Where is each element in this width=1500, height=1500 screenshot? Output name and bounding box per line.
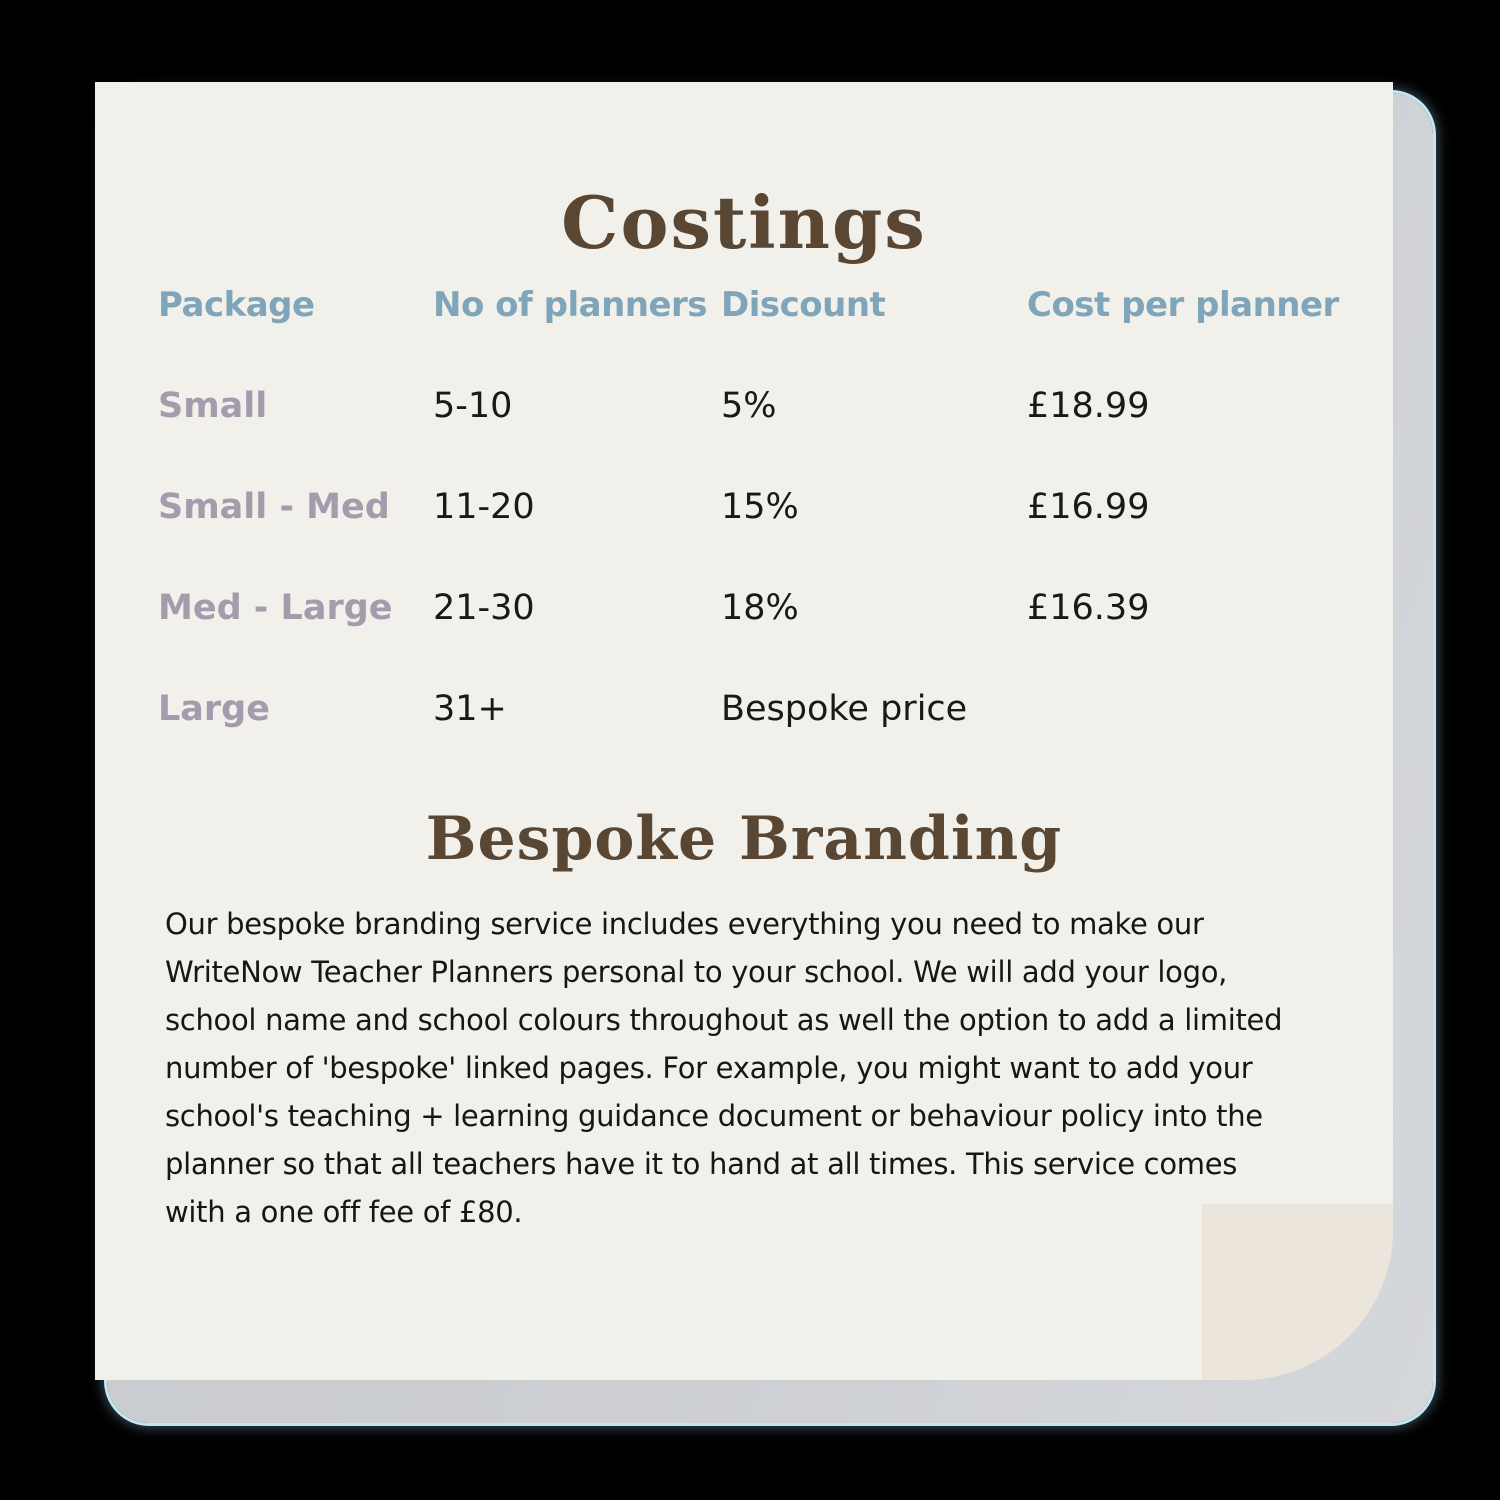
costings-title: Costings: [561, 180, 927, 265]
cell-cost: £18.99: [1027, 386, 1150, 426]
row-label: Small - Med: [158, 487, 390, 527]
paragraph-line: planner so that all teachers have it to hand at all times. This service comes: [165, 1147, 1238, 1181]
row-label: Large: [158, 689, 270, 729]
cell-planners: 21-30: [433, 588, 535, 628]
cell-discount: 18%: [721, 588, 799, 628]
column-header-planners: No of planners: [433, 285, 708, 325]
paragraph-line: with a one off fee of £80.: [165, 1195, 523, 1229]
cell-discount: 5%: [721, 386, 777, 426]
cell-discount: Bespoke price: [721, 689, 968, 729]
branding-paragraph: [165, 900, 1282, 1236]
paragraph-line: school's teaching + learning guidance document or behaviour policy into the: [165, 1099, 1263, 1133]
paragraph-line: number of 'bespoke' linked pages. For example, you might want to add your: [165, 1051, 1253, 1085]
paragraph-line: school name and school colours throughout as well the option to add a limited: [165, 1003, 1283, 1037]
cell-planners: 5-10: [433, 386, 513, 426]
pricing-table: [158, 285, 1363, 790]
cell-cost: [1027, 689, 1363, 790]
paragraph-line: WriteNow Teacher Planners personal to your school. We will add your logo,: [165, 955, 1228, 989]
paragraph-line: Our bespoke branding service includes everything you need to make our: [165, 907, 1204, 941]
cell-planners: 11-20: [433, 487, 535, 527]
branding-title: Bespoke Branding: [425, 804, 1063, 874]
cell-cost: £16.39: [1027, 588, 1150, 628]
cell-discount: 15%: [721, 487, 799, 527]
column-header-package: Package: [158, 285, 315, 325]
cell-cost: £16.99: [1027, 487, 1150, 527]
column-header-discount: Discount: [721, 285, 886, 325]
paper-sheet: [95, 82, 1393, 1380]
column-header-cost: Cost per planner: [1027, 285, 1339, 325]
row-label: Small: [158, 386, 268, 426]
cell-planners: 31+: [433, 689, 507, 729]
row-label: Med - Large: [158, 588, 393, 628]
